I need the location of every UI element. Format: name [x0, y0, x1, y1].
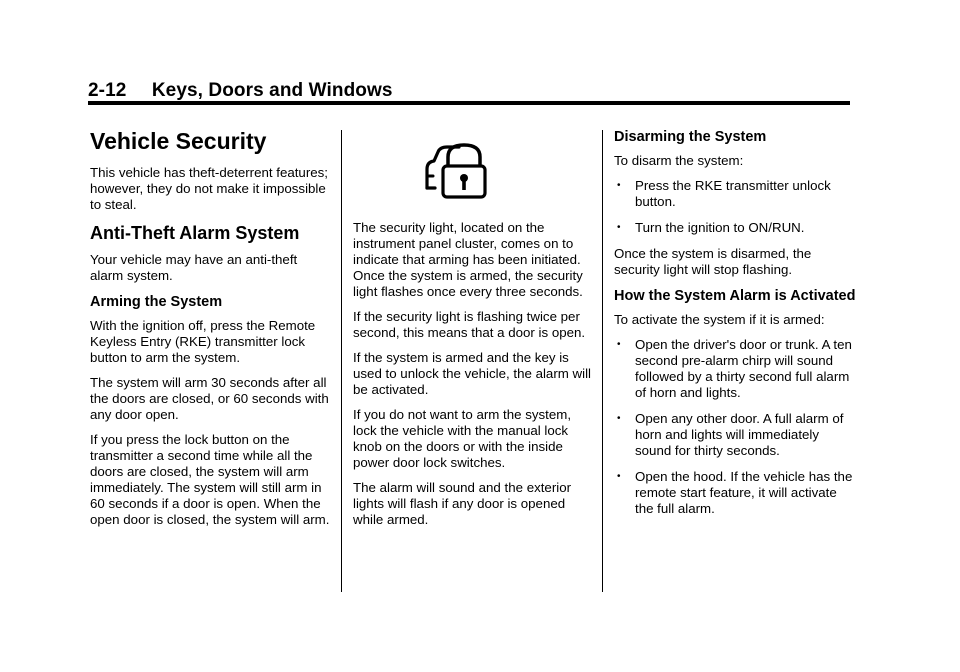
running-header [88, 80, 393, 102]
security-light-paragraph: The security light, located on the instrument panel cluster, comes on to indicate that arming has been initiated. Once the system is armed, the security light flashes once every three seconds. [353, 220, 583, 299]
disarm-list [614, 178, 858, 236]
page-title: Vehicle Security [90, 128, 267, 154]
alarm-sound-paragraph: The alarm will sound and the exterior lights will flash if any door is opened while armed. [353, 480, 572, 527]
alarm-paragraph: Your vehicle may have an anti-theft alarm system. [90, 252, 298, 283]
arming-paragraph-2: The system will arm 30 seconds after all the doors are closed, or 60 seconds with any door open. [90, 375, 329, 422]
activate-intro: To activate the system if it is armed: [614, 312, 825, 327]
list-item: • Press the RKE transmitter unlock button. [617, 178, 831, 209]
list-item: • Open the driver's door or trunk. A ten second pre-alarm chirp will sound followed by a thirty second full alarm of horn and lights. [617, 337, 852, 400]
list-item: • Open any other door. A full alarm of horn and lights will immediately sound for thirty seconds. [617, 411, 844, 458]
intro-paragraph: This vehicle has theft-deterrent features; however, they do not make it impossible to steal. [90, 165, 328, 212]
key-unlock-paragraph: If the system is armed and the key is used to unlock the vehicle, the alarm will be activated. [353, 350, 591, 397]
no-arm-paragraph: If you do not want to arm the system, lock the vehicle with the manual lock knob on the doors or with the inside power door lock switches. [353, 407, 572, 470]
header-rule [88, 101, 850, 105]
column-3 [614, 128, 858, 527]
arming-paragraph-3: If you press the lock button on the transmitter a second time while all the doors are closed, the system will arm immediately. The system will still arm in 60 seconds if a door is open. When the open door is closed, the system will arm. [90, 432, 330, 527]
alarm-heading: Anti-Theft Alarm System [90, 223, 300, 243]
column-1 [90, 128, 330, 537]
list-item: • Open the hood. If the vehicle has the remote start feature, it will activate the full alarm. [617, 469, 853, 516]
column-divider-1 [341, 130, 342, 592]
page-number: 2-12 [88, 80, 127, 101]
activated-heading: How the System Alarm is Activated [614, 288, 856, 304]
disarming-heading: Disarming the System [614, 129, 767, 145]
arming-paragraph-1: With the ignition off, press the Remote Keyless Entry (RKE) transmitter lock button to arm the system. [90, 318, 316, 365]
security-light-icon [421, 140, 491, 200]
list-item: • Turn the ignition to ON/RUN. [617, 220, 805, 235]
activate-list [614, 337, 858, 517]
flashing-paragraph: If the security light is flashing twice per second, this means that a door is open. [353, 309, 586, 340]
section-title: Keys, Doors and Windows [151, 80, 393, 101]
column-divider-2 [602, 130, 603, 592]
disarmed-paragraph: Once the system is disarmed, the security light will stop flashing. [614, 246, 812, 277]
disarm-intro: To disarm the system: [614, 153, 744, 168]
arming-heading: Arming the System [90, 294, 223, 310]
column-2 [353, 128, 593, 537]
